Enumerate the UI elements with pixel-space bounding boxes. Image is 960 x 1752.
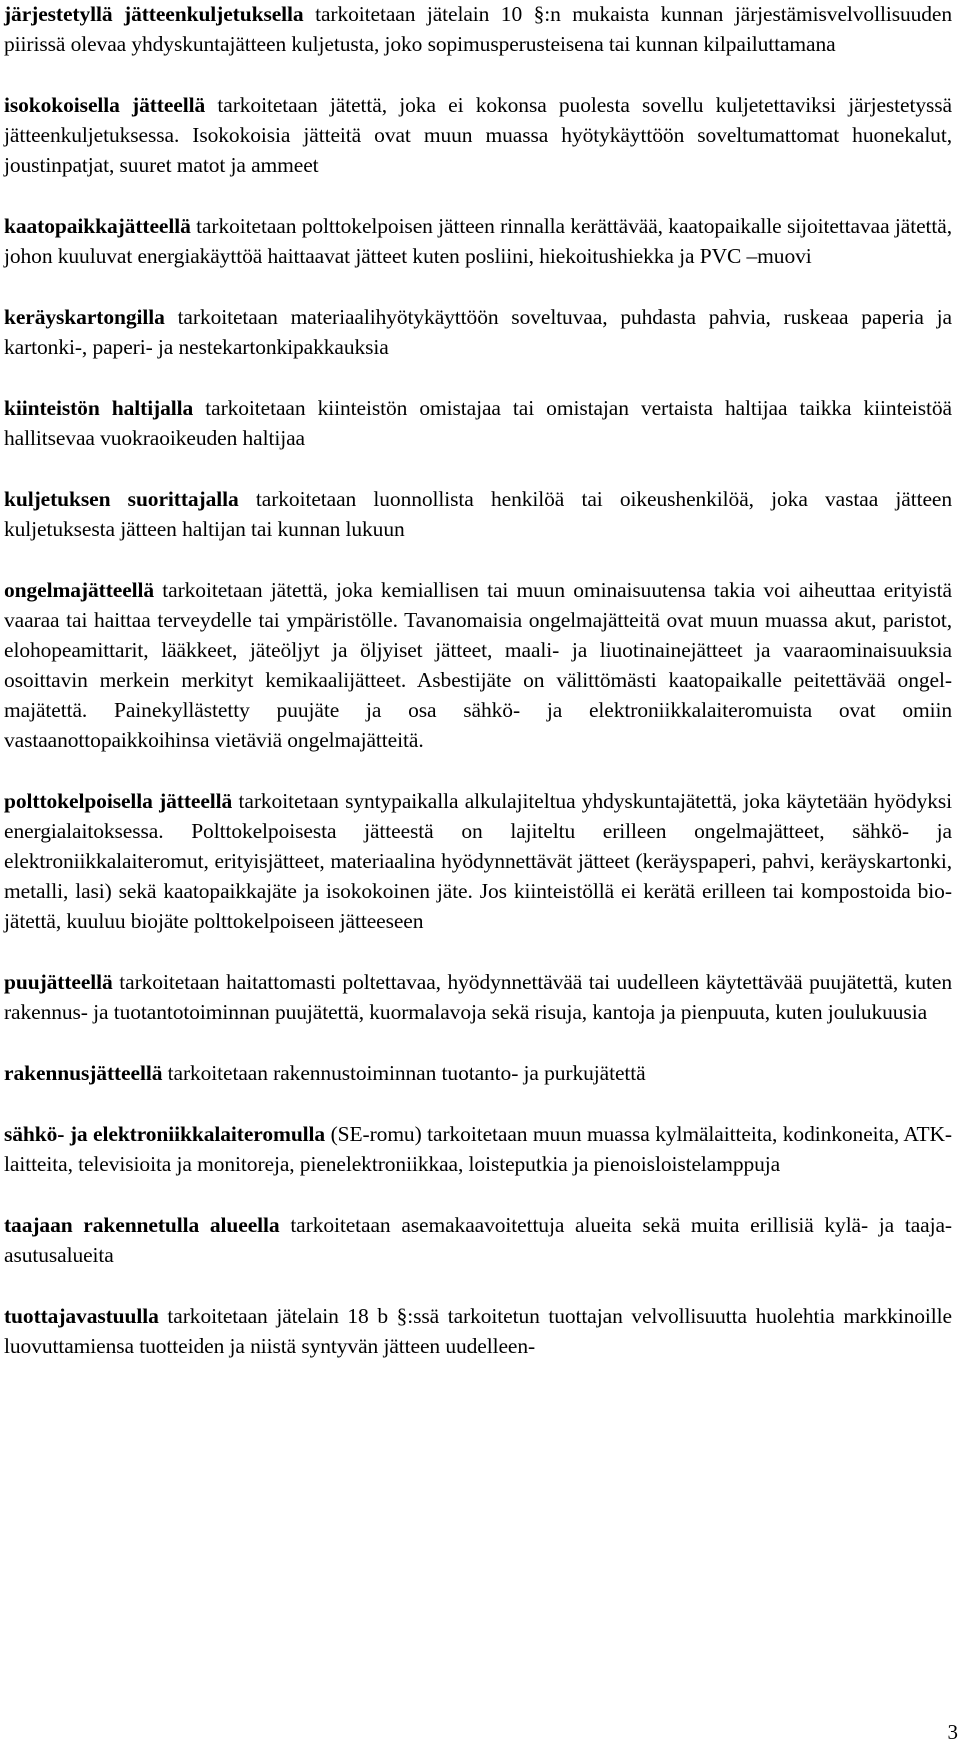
defined-term: polttokelpoisella jätteellä (4, 789, 233, 813)
definition-text: tarkoitetaan asemakaavoitettuja alueita sekä muita erillisiä kylä- ja taaja-asutusalueita (4, 1213, 952, 1267)
definition-text: tarkoitetaan kiinteistön omistajaa tai omistajan vertaista haltijaa taikka kiinteistöä hallitsevaa vuokraoikeuden haltijaa (4, 396, 952, 450)
definition-entry (4, 1119, 952, 1179)
defined-term: kiinteistön haltijalla (4, 396, 194, 420)
defined-term: puujätteellä (4, 970, 113, 994)
definition-text: tarkoitetaan jätettä, joka kemiallisen tai muun ominaisuutensa takia voi aiheuttaa erityistä vaaraa tai haittaa terveydelle tai ympäristölle. Tavanomaisia ongelmajätteitä ovat muun muassa akut, paristot, elohopeamittarit, lääkkeet, jäteöljyt ja öljyiset jätteet, maali- ja liuotinainejätteet ja vaaraominaisuuksia osoittavin merkein merkityt kemikaalijätteet. Asbestijäte on välittömästi kaatopaikalle peitettävää ongelmajätettä. Painekyllästetty puujäte ja osa sähkö- ja elektroniikkalaiteromuista ovat omiin vastaanottopaikkoihinsa vietäviä ongelmajätteitä. (4, 578, 952, 752)
defined-term: rakennusjätteellä (4, 1061, 163, 1085)
definition-text: tarkoitetaan haitattomasti poltettavaa, hyödynnettävää tai uudelleen käytettävää puujätettä, kuten rakennus- ja tuotantotoiminnan puujätettä, kuormalavoja sekä risuja, kantoja ja pienpuuta, kuten joulukuusia (4, 970, 953, 1024)
definition-text: tarkoitetaan luonnollista henkilöä tai oikeushenkilöä, joka vastaa jätteen kuljetuksesta jätteen haltijan tai kunnan lukuun (4, 487, 952, 541)
definition-entry (4, 575, 952, 755)
definition-entry (4, 786, 952, 936)
definition-entry (4, 1301, 952, 1361)
definition-text: (SE-romu) tarkoitetaan muun muassa kylmälaitteita, kodinkoneita, ATK-laitteita, televisioita ja monitoreja, pienelektroniikkaa, loisteputkia ja pienoisloistelamppuja (4, 1122, 952, 1176)
definition-text: tarkoitetaan rakennustoiminnan tuotanto- ja purkujätettä (167, 1061, 646, 1085)
definition-entry (4, 302, 952, 362)
defined-term: kuljetuksen suorittajalla (4, 487, 239, 511)
definition-text: tarkoitetaan materiaalihyötykäyttöön soveltuvaa, puhdasta pahvia, ruskeaa paperia ja kartonki-, paperi- ja nestekartonkipakkauksia (4, 305, 952, 359)
definition-entry (4, 1058, 952, 1088)
definition-text: tarkoitetaan syntypaikalla alkulajiteltua yhdyskuntajätettä, joka käytetään hyödyksi energialaitoksessa. Polttokelpoisesta jätteestä on lajiteltu erilleen ongelmajätteet, sähkö- ja elektroniikkalaiteromut, erityisjätteet, materiaalina hyödynnettävät jätteet (keräyspaperi, pahvi, keräyskartonki, metalli, lasi) sekä kaatopaikkajäte ja isokokoinen jäte. Jos kiinteistöllä ei kerätä erilleen tai kompostoida biojätettä, kuuluu biojäte polttokelpoiseen jätteeseen (4, 789, 953, 933)
definition-entry (4, 1210, 952, 1270)
defined-term: sähkö- ja elektroniikkalaiteromulla (4, 1122, 326, 1146)
definition-entry (4, 0, 952, 59)
definition-entry (4, 90, 952, 180)
page-number: 3 (947, 1720, 958, 1744)
defined-term: järjestetyllä jätteenkuljetuksella (4, 2, 304, 26)
definition-entry (4, 967, 952, 1027)
definitions-list (4, 0, 952, 1392)
definition-text: tarkoitetaan polttokelpoisen jätteen rinnalla kerättävää, kaatopaikalle sijoitettavaa jätettä, johon kuuluvat energiakäyttöä haittaavat jätteet kuten posliini, hiekoitushiekka ja PVC –muovi (4, 214, 952, 268)
definition-text: tarkoitetaan jätettä, joka ei kokonsa puolesta sovellu kuljetettaviksi järjestetyssä jätteenkuljetuksessa. Isokokoisia jätteitä ovat muun muassa hyötykäyttöön soveltumattomat huonekalut, joustinpatjat, suuret matot ja ammeet (4, 93, 952, 177)
definition-entry (4, 484, 952, 544)
defined-term: taajaan rakennetulla alueella (4, 1213, 280, 1237)
definition-entry (4, 211, 952, 271)
defined-term: tuottajavastuulla (4, 1304, 159, 1328)
defined-term: keräyskartongilla (4, 305, 165, 329)
definition-text: tarkoitetaan jätelain 10 §:n mukaista kunnan järjestämisvelvollisuuden piirissä olevaa yhdyskuntajätteen kuljetusta, joko sopimusperusteisena tai kunnan kilpailuttamana (4, 2, 952, 56)
defined-term: kaatopaikkajätteellä (4, 214, 191, 238)
definition-text: tarkoitetaan jätelain 18 b §:ssä tarkoitetun tuottajan velvollisuutta huolehtia markkinoille luovuttamiensa tuotteiden ja niistä syntyvän jätteen uudelleen- (4, 1304, 952, 1358)
definition-entry (4, 393, 952, 453)
defined-term: isokokoisella jätteellä (4, 93, 206, 117)
defined-term: ongelmajätteellä (4, 578, 155, 602)
